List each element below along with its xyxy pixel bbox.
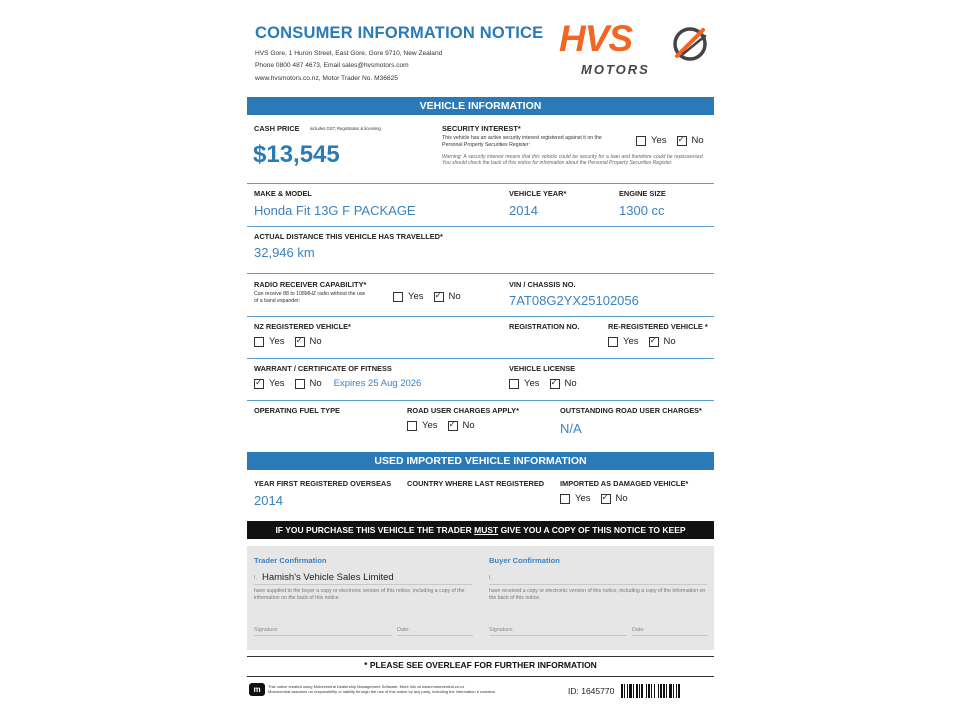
buyer-signature-label: Signature: <box>489 627 514 633</box>
trader-signature-field[interactable] <box>254 635 392 636</box>
trader-confirmation-text: have supplied to the buyer a copy or electronic version of this notice, including a copy of the information on the back of this notice. <box>254 588 465 601</box>
vehicle-information-bar: VEHICLE INFORMATION <box>247 97 714 115</box>
yes-label: Yes <box>408 291 424 302</box>
barcode-bar <box>676 684 677 698</box>
engine-size-value: 1300 cc <box>619 203 665 218</box>
radio-no-checkbox[interactable] <box>434 292 444 302</box>
fuel-type-label: OPERATING FUEL TYPE <box>254 406 340 415</box>
copy-notice-suffix: GIVE YOU A COPY OF THIS NOTICE TO KEEP <box>498 525 686 535</box>
damaged-yes-checkbox[interactable] <box>560 494 570 504</box>
divider <box>247 273 714 274</box>
radio-yes-checkbox[interactable] <box>393 292 403 302</box>
year-overseas-value: 2014 <box>254 493 283 508</box>
barcode-bar <box>646 684 647 698</box>
hvs-motors-logo <box>559 20 709 78</box>
no-label: No <box>309 378 322 389</box>
divider <box>247 656 714 657</box>
footer-disclaimer <box>268 684 496 694</box>
re-registered-no-checkbox[interactable] <box>649 337 659 347</box>
barcode-bar <box>636 684 638 698</box>
registration-number-label: REGISTRATION NO. <box>509 322 580 331</box>
logo-text: HVS <box>559 18 633 59</box>
radio-capability-description: Can receive 88 to 108MHZ radio without the use of a band expander: <box>254 291 366 304</box>
damaged-no-checkbox[interactable] <box>601 494 611 504</box>
security-interest-warning: Warning: A security interest means that this vehicle could be security for a loan and therefore could be repossessed. You should check the back of this notice for information about the Personal Property Securities Register. <box>442 154 704 167</box>
cash-price-label: CASH PRICE <box>254 124 300 133</box>
re-registered-yes-checkbox[interactable] <box>608 337 618 347</box>
radio-capability-choice <box>393 291 461 302</box>
license-no-checkbox[interactable] <box>550 379 560 389</box>
no-label: No <box>448 291 461 302</box>
buyer-confirmation-text: have received a copy or electronic version of this notice, including a copy of the information on the back of this notice. <box>489 588 706 601</box>
trader-name[interactable]: Hamish's Vehicle Sales Limited <box>262 572 394 583</box>
barcode-bar <box>621 684 623 698</box>
make-model-value: Honda Fit 13G F PACKAGE <box>254 203 416 218</box>
wof-choice <box>254 378 421 389</box>
vehicle-license-choice <box>509 378 577 389</box>
country-last-registered-label: COUNTRY WHERE LAST REGISTERED <box>407 479 545 488</box>
barcode-bar <box>673 684 674 698</box>
barcode-bar <box>678 684 680 698</box>
notice-title: CONSUMER INFORMATION NOTICE <box>255 24 544 42</box>
divider <box>247 316 714 317</box>
no-label: No <box>462 420 475 431</box>
security-interest-label: SECURITY INTEREST* <box>442 124 521 133</box>
barcode-bar <box>641 684 643 698</box>
wof-expiry: Expires 25 Aug 2026 <box>333 378 422 389</box>
no-label: No <box>564 378 577 389</box>
road-user-charges-label: ROAD USER CHARGES APPLY* <box>407 406 519 415</box>
no-label: No <box>691 135 704 146</box>
trader-date-label: Date: <box>397 627 410 633</box>
barcode-bar <box>663 684 665 698</box>
barcode-bar <box>639 684 640 698</box>
divider <box>247 400 714 401</box>
security-yes-checkbox[interactable] <box>636 136 646 146</box>
barcode-bar <box>669 684 672 698</box>
outstanding-ruc-value: N/A <box>560 421 582 436</box>
barcode-bar <box>629 684 632 698</box>
consumer-information-notice <box>247 14 714 704</box>
speedometer-icon <box>669 24 711 62</box>
year-overseas-label: YEAR FIRST REGISTERED OVERSEAS <box>254 479 392 488</box>
vin-value: 7AT08G2YX25102056 <box>509 293 639 308</box>
buyer-date-field[interactable] <box>632 635 708 636</box>
footer-line-1: This notice created using Motorcentral Dealership Management Software. More info at www.motorcentral.co.nz <box>268 684 465 689</box>
yes-label: Yes <box>651 135 667 146</box>
cash-price: $13,545 <box>253 141 340 168</box>
overleaf-note: * PLEASE SEE OVERLEAF FOR FURTHER INFORMATION <box>364 660 597 670</box>
yes-label: Yes <box>269 378 285 389</box>
distance-label: ACTUAL DISTANCE THIS VEHICLE HAS TRAVELLED* <box>254 232 443 241</box>
trader-confirmation-heading: Trader Confirmation <box>254 556 327 565</box>
nz-registered-choice <box>254 336 322 347</box>
engine-size-label: ENGINE SIZE <box>619 189 666 198</box>
divider <box>247 358 714 359</box>
trader-name-line <box>254 584 472 585</box>
buyer-name-field[interactable] <box>489 584 707 585</box>
cash-price-note: includes GST, Registration & licensing <box>310 126 381 131</box>
yes-label: Yes <box>269 336 285 347</box>
buyer-date-label: Date: <box>632 627 645 633</box>
barcode-bar <box>633 684 634 698</box>
copy-notice-bar <box>247 521 714 539</box>
vehicle-license-label: VEHICLE LICENSE <box>509 364 576 373</box>
nz-registered-yes-checkbox[interactable] <box>254 337 264 347</box>
security-no-checkbox[interactable] <box>677 136 687 146</box>
logo-subtext: MOTORS <box>581 62 650 77</box>
security-interest-choice <box>636 135 704 146</box>
barcode-bar <box>651 684 652 698</box>
outstanding-ruc-label: OUTSTANDING ROAD USER CHARGES* <box>560 406 702 415</box>
distance-value: 32,946 km <box>254 245 315 260</box>
radio-capability-label: RADIO RECEIVER CAPABILITY* <box>254 280 367 289</box>
yes-label: Yes <box>422 420 438 431</box>
buyer-confirmation-heading: Buyer Confirmation <box>489 556 560 565</box>
security-interest-description: This vehicle has an active security interest registered against it on the Personal Property Securities Register: <box>442 135 602 148</box>
no-label: No <box>615 493 628 504</box>
ruc-no-checkbox[interactable] <box>448 421 458 431</box>
imported-damaged-label: IMPORTED AS DAMAGED VEHICLE* <box>560 479 689 488</box>
wof-no-checkbox[interactable] <box>295 379 305 389</box>
road-user-charges-choice <box>407 420 475 431</box>
dealer-web: www.hvsmotors.co.nz, Motor Trader No. M36825 <box>255 75 398 82</box>
yes-label: Yes <box>623 336 639 347</box>
barcode-icon <box>621 684 713 698</box>
divider <box>247 226 714 227</box>
dealer-address: HVS Gore, 1 Huron Street, East Gore, Gore 9710, New Zealand <box>255 50 443 57</box>
divider <box>247 183 714 184</box>
barcode-bar <box>654 684 655 698</box>
used-imported-bar: USED IMPORTED VEHICLE INFORMATION <box>247 452 714 470</box>
ruc-yes-checkbox[interactable] <box>407 421 417 431</box>
wof-yes-checkbox[interactable] <box>254 379 264 389</box>
buyer-signature-field[interactable] <box>489 635 627 636</box>
confirmation-panel <box>247 546 714 650</box>
copy-notice-emphasis: MUST <box>474 525 499 535</box>
barcode-bar <box>627 684 628 698</box>
wof-label: WARRANT / CERTIFICATE OF FITNESS <box>254 364 392 373</box>
yes-label: Yes <box>575 493 591 504</box>
re-registered-choice <box>608 336 676 347</box>
copy-notice-prefix: IF YOU PURCHASE THIS VEHICLE THE TRADER <box>275 525 475 535</box>
nz-registered-label: NZ REGISTERED VEHICLE* <box>254 322 351 331</box>
trader-prefix: I, <box>254 575 257 581</box>
vehicle-year-value: 2014 <box>509 203 538 218</box>
footer-line-2: Motorcentral assumes no responsibility or liability through the use of this notice by any party, including the information it contains. <box>268 689 496 694</box>
vin-label: VIN / CHASSIS NO. <box>509 280 576 289</box>
motorcentral-logo-icon: m <box>249 683 265 696</box>
notice-id: ID: 1645770 <box>568 686 615 696</box>
buyer-prefix: I, <box>489 575 492 581</box>
divider <box>247 676 714 677</box>
trader-signature-label: Signature: <box>254 627 279 633</box>
barcode-bar <box>624 684 625 698</box>
no-label: No <box>309 336 322 347</box>
barcode-bar <box>660 684 662 698</box>
make-model-label: MAKE & MODEL <box>254 189 312 198</box>
barcode-bar <box>658 684 659 698</box>
license-yes-checkbox[interactable] <box>509 379 519 389</box>
barcode-bar <box>648 684 650 698</box>
nz-registered-no-checkbox[interactable] <box>295 337 305 347</box>
imported-damaged-choice <box>560 493 628 504</box>
dealer-contact: Phone 0800 487 4673, Email sales@hvsmotors.com <box>255 62 409 69</box>
yes-label: Yes <box>524 378 540 389</box>
vehicle-year-label: VEHICLE YEAR* <box>509 189 567 198</box>
trader-date-field[interactable] <box>397 635 473 636</box>
no-label: No <box>663 336 676 347</box>
re-registered-label: RE-REGISTERED VEHICLE * <box>608 322 708 331</box>
barcode-bar <box>666 684 667 698</box>
